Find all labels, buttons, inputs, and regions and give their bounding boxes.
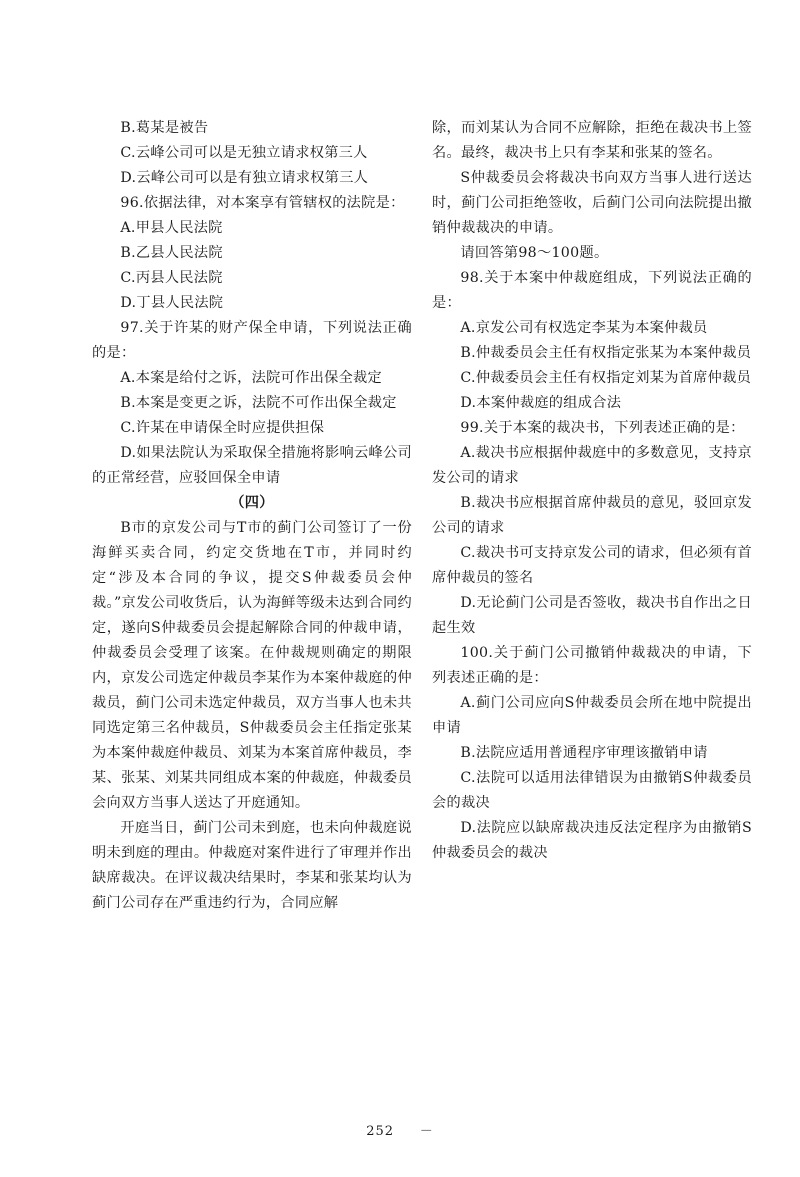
paragraph: 98.关于本案中仲裁庭组成，下列说法正确的是： (432, 270, 752, 311)
paragraph: D.本案仲裁庭的组成合法 (460, 395, 622, 411)
paragraph: D.云峰公司可以是有独立请求权第三人 (120, 170, 369, 186)
paragraph: B.裁决书应根据首席仲裁员的意见，驳回京发公司的请求 (432, 495, 752, 536)
page-footer (0, 1120, 800, 1139)
paragraph: B.葛某是被告 (120, 120, 209, 136)
paragraph: 97.关于许某的财产保全申请，下列说法正确的是： (92, 320, 412, 361)
paragraph: D.丁县人民法院 (120, 295, 224, 311)
paragraph: C.丙县人民法院 (120, 270, 223, 286)
page-number: 252 (366, 1124, 395, 1139)
paragraph: A.京发公司有权选定李某为本案仲裁员 (460, 320, 708, 336)
paragraph: C.法院可以适用法律错误为由撤销S仲裁委员会的裁决 (432, 770, 752, 811)
paragraph: S仲裁委员会将裁决书向双方当事人进行送达时，蓟门公司拒绝签收，后蓟门公司向法院提出撤销仲裁裁决的申请。 (432, 170, 752, 236)
section-heading: （四） (230, 495, 274, 511)
paragraph: C.许某在申请保全时应提供担保 (120, 420, 325, 436)
paragraph: D.如果法院认为采取保全措施将影响云峰公司的正常经营，应驳回保全申请 (92, 445, 412, 486)
paragraph: 开庭当日，蓟门公司未到庭，也未向仲裁庭说明未到庭的理由。仲裁庭对案件进行了审理并作出缺席裁决。在评议裁决结果时，李某和张某均认为蓟门公司存在严重违约行为，合同应解 (92, 820, 412, 911)
paragraph: B.仲裁委员会主任有权指定张某为本案仲裁员 (460, 345, 752, 361)
paragraph: C.仲裁委员会主任有权指定刘某为首席仲裁员 (460, 370, 752, 386)
paragraph: D.法院应以缺席裁决违反法定程序为由撤销S仲裁委员会的裁决 (432, 820, 752, 861)
paragraph: A.甲县人民法院 (120, 220, 223, 236)
paragraph: 请回答第98～100题。 (460, 245, 609, 261)
right-column (432, 116, 752, 866)
left-column (92, 116, 412, 916)
paragraph: A.蓟门公司应向S仲裁委员会所在地中院提出申请 (432, 695, 752, 736)
paragraph: B.本案是变更之诉，法院不可作出保全裁定 (120, 395, 397, 411)
paragraph: B.法院应适用普通程序审理该撤销申请 (460, 745, 708, 761)
paragraph: A.裁决书应根据仲裁庭中的多数意见，支持京发公司的请求 (432, 445, 752, 486)
paragraph: A.本案是给付之诉，法院可作出保全裁定 (120, 370, 383, 386)
paragraph: 100.关于蓟门公司撤销仲裁裁决的申请，下列表述正确的是： (432, 645, 752, 686)
paragraph: B.乙县人民法院 (120, 245, 223, 261)
page-dash: － (419, 1124, 434, 1139)
paragraph: C.云峰公司可以是无独立请求权第三人 (120, 145, 368, 161)
paragraph: 99.关于本案的裁决书，下列表述正确的是： (460, 420, 745, 436)
paragraph: D.无论蓟门公司是否签收，裁决书自作出之日起生效 (432, 595, 752, 636)
paragraph: C.裁决书可支持京发公司的请求，但必须有首席仲裁员的签名 (432, 545, 752, 586)
paragraph: 96.依据法律，对本案享有管辖权的法院是： (120, 195, 405, 211)
paragraph: B市的京发公司与T市的蓟门公司签订了一份海鲜买卖合同，约定交货地在T市，并同时约定“涉及本合同的争议，提交S仲裁委员会仲裁。”京发公司收货后，认为海鲜等级未达到合同约定，遂向S仲裁委员会提起解除合同的仲裁申请，仲裁委员会受理了该案。在仲裁规则确定的期限内，京发公司选定仲裁员李某作为本案仲裁庭的仲裁员，蓟门公司未选定仲裁员，双方当事人也未共同选定第三名仲裁员，S仲裁委员会主任指定张某为本案仲裁庭仲裁员、刘某为本案首席仲裁员，李某、张某、刘某共同组成本案的仲裁庭，仲裁委员会向双方当事人送达了开庭通知。 (92, 520, 412, 811)
paragraph: 除，而刘某认为合同不应解除，拒绝在裁决书上签名。最终，裁决书上只有李某和张某的签名。 (432, 120, 752, 161)
